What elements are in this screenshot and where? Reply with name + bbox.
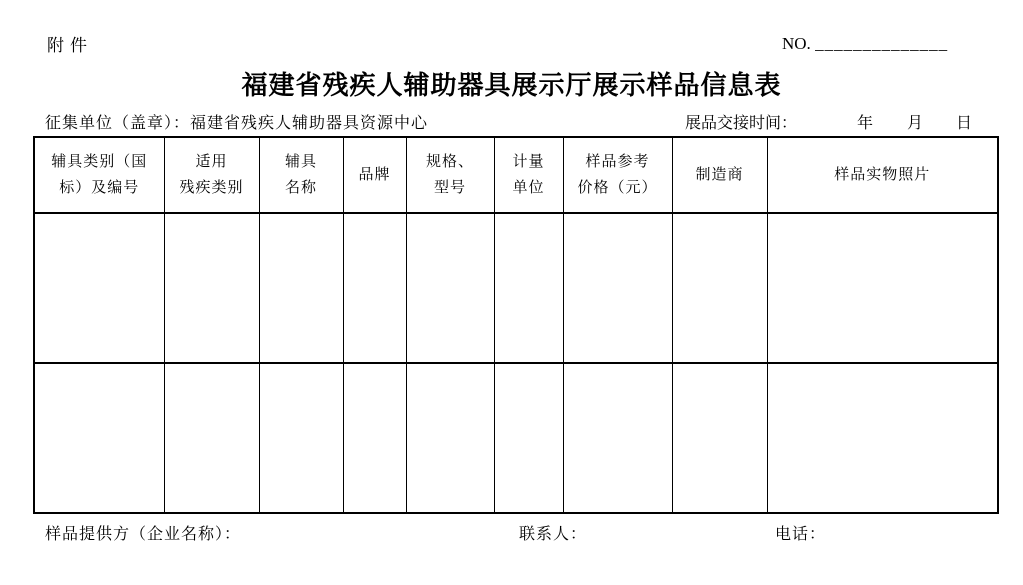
table-cell: [494, 363, 563, 513]
table-cell: [767, 363, 998, 513]
col-header-text: 规格、: [425, 154, 474, 170]
col-header-text: 制造商: [695, 167, 744, 183]
provider-label: 样品提供方（企业名称）：: [45, 526, 242, 543]
attachment-label: 附件: [47, 36, 93, 55]
table-cell: [406, 213, 494, 363]
table-cell: [164, 363, 259, 513]
col-header-text: 品牌: [358, 167, 391, 183]
col-header-text: 辅具类别（国: [51, 154, 148, 170]
table-cell: [259, 213, 343, 363]
month-label: 月: [907, 115, 924, 132]
col-header-disability-type: [164, 137, 259, 213]
col-header-text: 样品参考: [585, 154, 650, 170]
table-cell: [672, 213, 767, 363]
col-header-text: 名称: [284, 180, 317, 196]
col-header-text: 样品实物照片: [834, 167, 931, 183]
table-header-row: [34, 137, 998, 213]
contact-label: 联系人：: [519, 526, 588, 543]
no-blank-line: ______________: [815, 34, 949, 53]
col-header-text: 标）及编号: [59, 180, 140, 196]
col-header-text: 单位: [512, 180, 545, 196]
col-header-text: 残疾类别: [179, 180, 244, 196]
collect-unit-line: [45, 110, 428, 133]
col-header-text: 辅具: [284, 154, 317, 170]
table-cell: [494, 213, 563, 363]
col-header-measure-unit: [494, 137, 563, 213]
table-cell: [672, 363, 767, 513]
col-header-manufacturer: [672, 137, 767, 213]
col-header-aid-category: [34, 137, 164, 213]
collect-unit-value: 福建省残疾人辅助器具资源中心: [190, 115, 429, 132]
collect-unit-label: 征集单位（盖章）：: [45, 115, 191, 132]
table-cell: [767, 213, 998, 363]
col-header-spec-model: [406, 137, 494, 213]
table-row: [34, 213, 998, 363]
col-header-text: 计量: [512, 154, 545, 170]
col-header-sample-photo: [767, 137, 998, 213]
table-cell: [34, 363, 164, 513]
col-header-text: 适用: [195, 154, 228, 170]
table-cell: [34, 213, 164, 363]
col-header-text: 价格（元）: [577, 180, 658, 196]
table-row: [34, 363, 998, 513]
col-header-aid-name: [259, 137, 343, 213]
table-cell: [164, 213, 259, 363]
table-cell: [343, 213, 406, 363]
table-cell: [563, 363, 672, 513]
col-header-text: 型号: [433, 180, 466, 196]
table-cell: [406, 363, 494, 513]
table-cell: [259, 363, 343, 513]
year-label: 年: [857, 115, 874, 132]
table-cell: [343, 363, 406, 513]
sample-info-table: [33, 136, 999, 514]
phone-label: 电话：: [775, 526, 827, 543]
col-header-brand: [343, 137, 406, 213]
handover-time-line: [685, 110, 972, 133]
handover-time-label: 展品交接时间：: [685, 115, 798, 132]
col-header-reference-price: [563, 137, 672, 213]
form-number-line: [782, 34, 948, 54]
table-cell: [563, 213, 672, 363]
no-label: NO.: [782, 34, 811, 53]
day-label: 日: [956, 115, 973, 132]
page-title: 福建省残疾人辅助器具展示厅展示样品信息表: [241, 70, 782, 100]
